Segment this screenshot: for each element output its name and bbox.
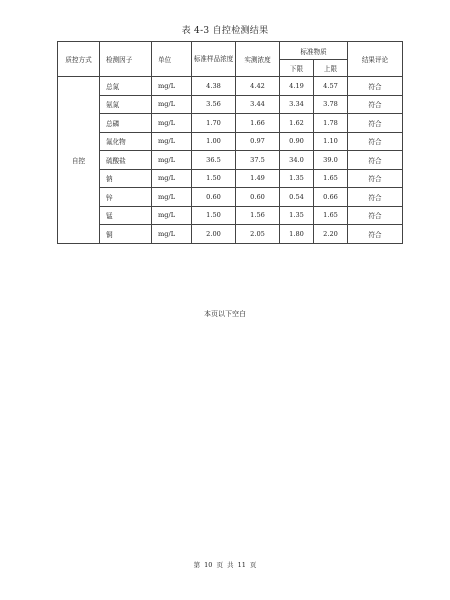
cell-measured: 1.66 [236, 114, 280, 133]
table-caption: 表 4-3 自控检测结果 [181, 26, 269, 36]
cell-factor: 钠 [100, 169, 152, 188]
cell-factor: 总氮 [100, 77, 152, 96]
cell-upper: 39.0 [314, 151, 348, 170]
cell-measured: 0.60 [236, 188, 280, 207]
cell-upper: 1.65 [314, 169, 348, 188]
cell-measured: 3.44 [236, 95, 280, 114]
header-row [58, 42, 403, 60]
cell-factor: 硫酸盐 [100, 151, 152, 170]
cell-measured: 2.05 [236, 225, 280, 244]
header-unit: 单位 [152, 42, 192, 77]
cell-std: 4.38 [192, 77, 236, 96]
cell-unit: mg/L [152, 151, 192, 170]
cell-lower: 0.54 [280, 188, 314, 207]
cell-unit: mg/L [152, 225, 192, 244]
table-row [58, 151, 403, 170]
cell-factor: 铜 [100, 225, 152, 244]
cell-result: 符合 [348, 77, 403, 96]
blank-below-note: 本页以下空白 [204, 310, 246, 318]
cell-factor: 氨氮 [100, 95, 152, 114]
table-row [58, 132, 403, 151]
cell-unit: mg/L [152, 114, 192, 133]
cell-std: 3.56 [192, 95, 236, 114]
cell-lower: 1.35 [280, 206, 314, 225]
cell-upper: 1.10 [314, 132, 348, 151]
cell-lower: 4.19 [280, 77, 314, 96]
header-upper: 上限 [314, 60, 348, 77]
cell-measured: 1.56 [236, 206, 280, 225]
cell-std: 1.50 [192, 206, 236, 225]
cell-std: 1.70 [192, 114, 236, 133]
cell-measured: 1.49 [236, 169, 280, 188]
table-row [58, 188, 403, 207]
cell-lower: 34.0 [280, 151, 314, 170]
cell-result: 符合 [348, 95, 403, 114]
header-std-value: 标准物质 [280, 42, 348, 60]
header-measured: 实测浓度 [236, 42, 280, 77]
cell-std: 1.50 [192, 169, 236, 188]
cell-std: 36.5 [192, 151, 236, 170]
cell-unit: mg/L [152, 132, 192, 151]
cell-result: 符合 [348, 188, 403, 207]
page-footer: 第 10 页 共 11 页 [193, 561, 257, 569]
cell-upper: 0.66 [314, 188, 348, 207]
cell-unit: mg/L [152, 77, 192, 96]
table-row [58, 77, 403, 96]
table-row [58, 95, 403, 114]
cell-result: 符合 [348, 169, 403, 188]
cell-result: 符合 [348, 225, 403, 244]
cell-result: 符合 [348, 132, 403, 151]
cell-upper: 2.20 [314, 225, 348, 244]
cell-unit: mg/L [152, 188, 192, 207]
cell-measured: 4.42 [236, 77, 280, 96]
cell-lower: 3.34 [280, 95, 314, 114]
cell-lower: 1.62 [280, 114, 314, 133]
header-factor: 检测因子 [100, 42, 152, 77]
cell-factor: 锌 [100, 188, 152, 207]
cell-std: 0.60 [192, 188, 236, 207]
cell-factor: 总磷 [100, 114, 152, 133]
cell-measured: 0.97 [236, 132, 280, 151]
header-mode: 质控方式 [58, 42, 100, 77]
header-lower: 下限 [280, 60, 314, 77]
cell-lower: 1.35 [280, 169, 314, 188]
cell-measured: 37.5 [236, 151, 280, 170]
cell-std: 2.00 [192, 225, 236, 244]
cell-result: 符合 [348, 206, 403, 225]
table-row [58, 114, 403, 133]
cell-upper: 1.65 [314, 206, 348, 225]
mode-cell: 自控 [58, 77, 100, 244]
cell-lower: 1.80 [280, 225, 314, 244]
cell-result: 符合 [348, 114, 403, 133]
header-result: 结果评论 [348, 42, 403, 77]
cell-factor: 锰 [100, 206, 152, 225]
header-std-conc: 标准样品浓度 [192, 42, 236, 77]
table-row [58, 169, 403, 188]
qc-results-table [57, 41, 403, 244]
cell-unit: mg/L [152, 169, 192, 188]
cell-upper: 1.78 [314, 114, 348, 133]
cell-unit: mg/L [152, 206, 192, 225]
cell-unit: mg/L [152, 95, 192, 114]
cell-result: 符合 [348, 151, 403, 170]
cell-upper: 4.57 [314, 77, 348, 96]
table-row [58, 206, 403, 225]
cell-factor: 氟化物 [100, 132, 152, 151]
cell-lower: 0.90 [280, 132, 314, 151]
cell-std: 1.00 [192, 132, 236, 151]
cell-upper: 3.78 [314, 95, 348, 114]
table-row [58, 225, 403, 244]
